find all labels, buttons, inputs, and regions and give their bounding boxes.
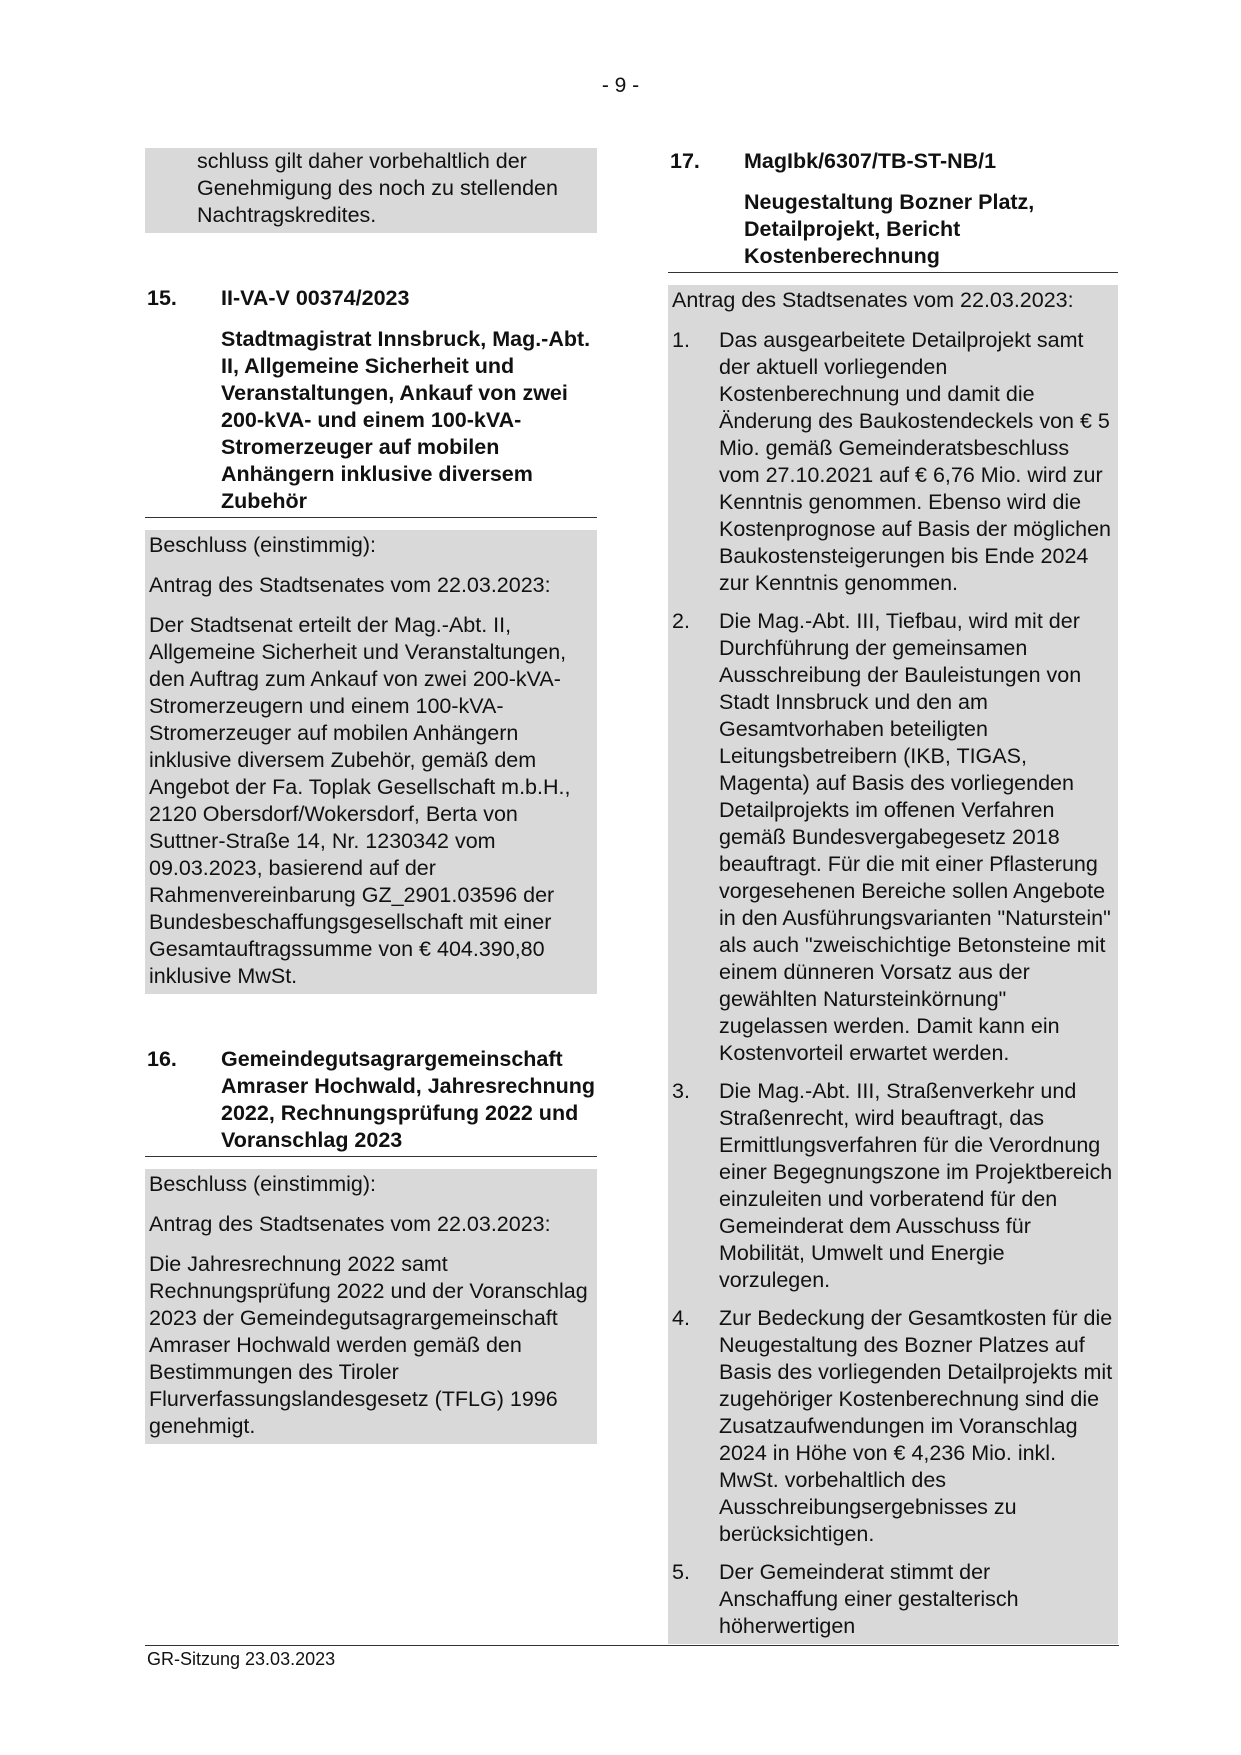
continuation-block [145, 148, 597, 233]
list-item-text: Zur Bedeckung der Gesamtkosten für die Neugestaltung des Bozner Platzes auf Basis des vorliegenden Detailprojekts mit zugehöriger Kostenberechnung sind die Zusatzaufwendungen im Voranschlag 2024 in Höhe von € 4,236 Mio. inkl. MwSt. vorbehaltlich des Ausschreibungsergebnisses zu berücksichtigen. [719, 1306, 1113, 1546]
list-item [672, 608, 1114, 1067]
item-17-points [672, 327, 1114, 1640]
item-15-body: Der Stadtsenat erteilt der Mag.-Abt. II, Allgemeine Sicherheit und Veranstaltungen, den Auftrag zum Ankauf von zwei 200-kVA-Stromerzeugern und einem 100-kVA-Stromerzeuger auf mobilen Anhängern inklusive diversem Zubehör, gemäß dem Angebot der Fa. Toplak Gesellschaft m.b.H., 2120 Obersdorf/Wokersdorf, Berta von Suttner-Straße 14, Nr. 1230342 vom 09.03.2023, basierend auf der Rahmenvereinbarung GZ_2901.03596 der Bundesbeschaffungsgesellschaft mit einer Gesamtauftragssumme von € 404.390,80 inklusive MwSt. [149, 613, 571, 988]
item-16-head [145, 1046, 597, 1157]
item-16-title: Gemeindegutsagrargemeinschaft Amraser Hochwald, Jahresrechnung 2022, Rechnungsprüfung 2022 und Voranschlag 2023 [221, 1047, 595, 1152]
list-item-text: Das ausgearbeitete Detailprojekt samt der aktuell vorliegenden Kostenberechnung und damit die Änderung des Baukostendeckels von € 5 Mio. gemäß Gemeinderatsbeschluss vom 27.10.2021 auf € 6,76 Mio. wird zur Kenntnis genommen. Ebenso wird die Kostenprognose auf Basis der möglichen Baukostensteigerungen bis Ende 2024 zur Kenntnis genommen. [719, 328, 1112, 595]
item-16-number: 16. [147, 1047, 177, 1071]
list-item [672, 1305, 1114, 1548]
item-17-code: MagIbk/6307/TB-ST-NB/1 [744, 149, 997, 173]
list-item-number: 5. [672, 1560, 690, 1584]
agenda-item-17 [668, 148, 1118, 1644]
item-17-head [668, 148, 1118, 175]
right-column [668, 148, 1118, 1644]
list-item-text: Der Gemeinderat stimmt der Anschaffung einer gestalterisch höherwertigen [719, 1560, 1019, 1638]
list-item [672, 1078, 1114, 1294]
list-item-number: 1. [672, 328, 690, 352]
list-item-number: 4. [672, 1306, 690, 1330]
item-15-number: 15. [147, 286, 177, 310]
item-15-decision: Beschluss (einstimmig): [149, 533, 376, 557]
item-16-motion: Antrag des Stadtsenates vom 22.03.2023: [149, 1212, 551, 1236]
agenda-item-15 [145, 285, 597, 994]
footer-divider [145, 1645, 1119, 1646]
item-15-code: II-VA-V 00374/2023 [221, 286, 410, 310]
list-item-text: Die Mag.-Abt. III, Tiefbau, wird mit der Durchführung der gemeinsamen Ausschreibung der Bauleistungen von Stadt Innsbruck und den am Gesamtvorhaben beteiligten Leitungsbetreibern (IKB, TIGAS, Magenta) auf Basis des vorliegenden Detailprojekts im offenen Verfahren gemäß Bundesvergabegesetz 2018 beauftragt. Für die mit einer Pflasterung vorgesehenen Bereiche sollen Angebote in den Ausführungsvarianten "Naturstein" als auch "zweischichtige Betonsteine mit einem dünneren Vorsatz aus der gewählten Natursteinkörnung" zugelassen werden. Damit kann ein Kostenvorteil erwartet werden. [719, 609, 1111, 1065]
item-15-resolution-box [145, 530, 597, 994]
item-17-title: Neugestaltung Bozner Platz, Detailprojekt, Bericht Kostenberechnung [668, 189, 1118, 273]
item-16-body: Die Jahresrechnung 2022 samt Rechnungsprüfung 2022 und der Voranschlag 2023 der Gemeindegutsagrargemeinschaft Amraser Hochwald werden gemäß den Bestimmungen des Tiroler Flurverfassungslandesgesetz (TFLG) 1996 genehmigt. [149, 1252, 588, 1438]
list-item-number: 3. [672, 1079, 690, 1103]
item-17-motion: Antrag des Stadtsenates vom 22.03.2023: [672, 288, 1074, 312]
item-17-resolution-box [668, 285, 1118, 1644]
continuation-text: schluss gilt daher vorbehaltlich der Genehmigung des noch zu stellenden Nachtragskredites. [197, 149, 558, 227]
item-16-decision: Beschluss (einstimmig): [149, 1172, 376, 1196]
item-15-motion: Antrag des Stadtsenates vom 22.03.2023: [149, 573, 551, 597]
item-16-resolution-box [145, 1169, 597, 1444]
left-column [145, 148, 597, 1444]
agenda-item-16 [145, 1046, 597, 1444]
list-item [672, 327, 1114, 597]
list-item [672, 1559, 1114, 1640]
list-item-text: Die Mag.-Abt. III, Straßenverkehr und Straßenrecht, wird beauftragt, das Ermittlungsverfahren für die Verordnung einer Begegnungszone im Projektbereich einzuleiten und vorberatend für den Gemeinderat dem Ausschuss für Mobilität, Umwelt und Energie vorzulegen. [719, 1079, 1113, 1292]
page-number: - 9 - [601, 74, 640, 97]
footer-session-date: GR-Sitzung 23.03.2023 [147, 1649, 336, 1669]
item-15-title: Stadtmagistrat Innsbruck, Mag.-Abt. II, Allgemeine Sicherheit und Veranstaltungen, Ankauf von zwei 200-kVA- und einem 100-kVA-Stromerzeuger auf mobilen Anhängern inklusive diversem Zubehör [145, 326, 597, 518]
list-item-number: 2. [672, 609, 690, 633]
item-15-head [145, 285, 597, 312]
item-17-number: 17. [670, 149, 700, 173]
